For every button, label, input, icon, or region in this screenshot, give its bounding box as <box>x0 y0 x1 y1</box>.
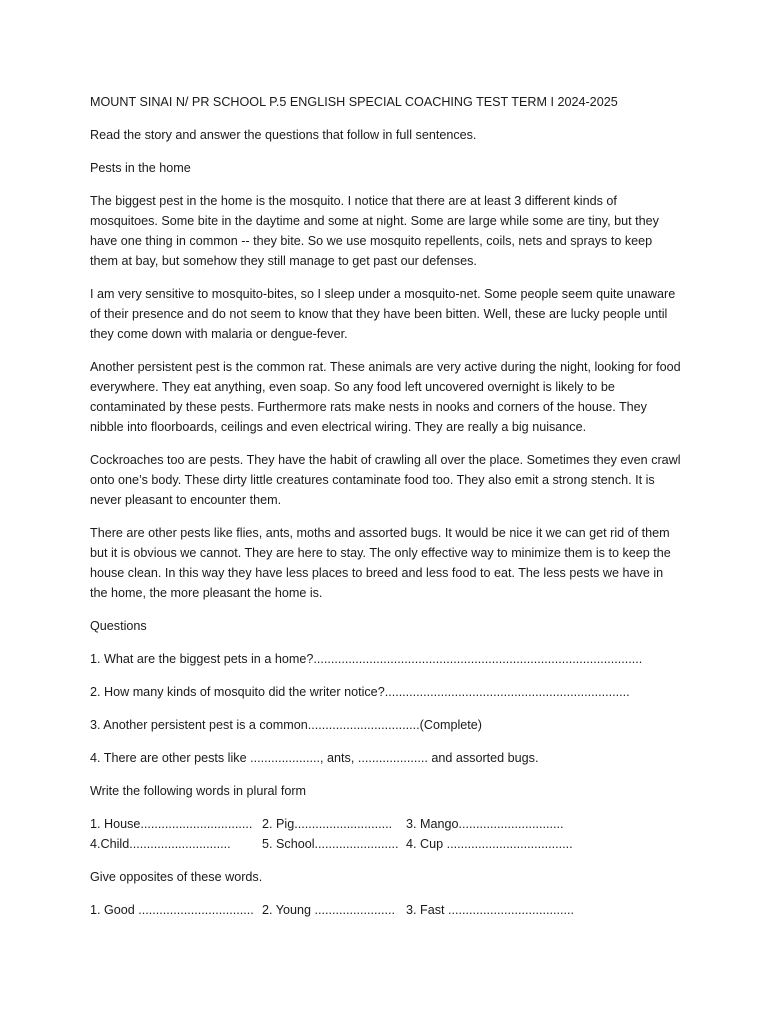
opposites-grid <box>90 900 682 920</box>
story-paragraph-2: I am very sensitive to mosquito-bites, so I sleep under a mosquito-net. Some people seem quite unaware of their presence and do not seem to know that they have been bitten. Well, these are lucky people until they come down with malaria or dengue-fever. <box>90 287 676 341</box>
instruction-text: Read the story and answer the questions that follow in full sentences. <box>90 128 477 142</box>
story-title: Pests in the home <box>90 161 191 175</box>
opposites-row <box>90 900 682 920</box>
opposites-heading: Give opposites of these words. <box>90 870 263 884</box>
plural-item: 1. House................................ <box>90 817 253 831</box>
question-item-1: 1. What are the biggest pets in a home?.............................................................................................. <box>90 652 643 666</box>
question-item-3: 3. Another persistent pest is a common................................(Complete) <box>90 718 482 732</box>
opposite-item: 2. Young ....................... <box>262 903 396 917</box>
opposite-item: 1. Good ................................. <box>90 903 254 917</box>
question-item-4: 4. There are other pests like ...................., ants, .................... and assorted bugs. <box>90 751 539 765</box>
story-paragraph-5: There are other pests like flies, ants, moths and assorted bugs. It would be nice it we can get rid of them but it is obvious we cannot. They are here to stay. The only effective way to minimize them is to keep the house clean. In this way they have less places to breed and less food to eat. The less pests we have in the home, the more pleasant the home is. <box>90 526 671 600</box>
plural-item: 4. Cup .................................... <box>406 837 573 851</box>
plural-item: 4.Child............................. <box>90 837 231 851</box>
plural-item: 3. Mango.............................. <box>406 817 564 831</box>
questions-heading: Questions <box>90 619 147 633</box>
story-paragraph-3: Another persistent pest is the common rat. These animals are very active during the night, looking for food everywhere. They eat anything, even soap. So any food left uncovered overnight is likely to be contaminated by these pests. Furthermore rats make nests in nooks and corners of the house. They nibble into floorboards, ceilings and even electrical wiring. They are really a big nuisance. <box>90 360 681 434</box>
page-title: MOUNT SINAI N/ PR SCHOOL P.5 ENGLISH SPECIAL COACHING TEST TERM I 2024-2025 <box>90 95 618 109</box>
plurals-heading: Write the following words in plural form <box>90 784 307 798</box>
story-paragraph-4: Cockroaches too are pests. They have the habit of crawling all over the place. Sometimes they even crawl onto one’s body. These dirty little creatures contaminate food too. They also emit a strong stench. It is never pleasant to encounter them. <box>90 453 681 507</box>
plural-item: 2. Pig............................ <box>262 817 393 831</box>
opposite-item: 3. Fast .................................... <box>406 903 574 917</box>
plural-item: 5. School........................ <box>262 837 399 851</box>
plurals-row <box>90 834 682 854</box>
story-paragraph-1: The biggest pest in the home is the mosquito. I notice that there are at least 3 different kinds of mosquitoes. Some bite in the daytime and some at night. Some are large while some are tiny, but they have one thing in common -- they bite. So we use mosquito repellents, coils, nets and sprays to keep them at bay, but somehow they still manage to get past our defenses. <box>90 194 659 268</box>
question-item-2: 2. How many kinds of mosquito did the writer notice?...................................................................... <box>90 685 630 699</box>
plurals-row <box>90 814 682 834</box>
plurals-grid <box>90 814 682 854</box>
